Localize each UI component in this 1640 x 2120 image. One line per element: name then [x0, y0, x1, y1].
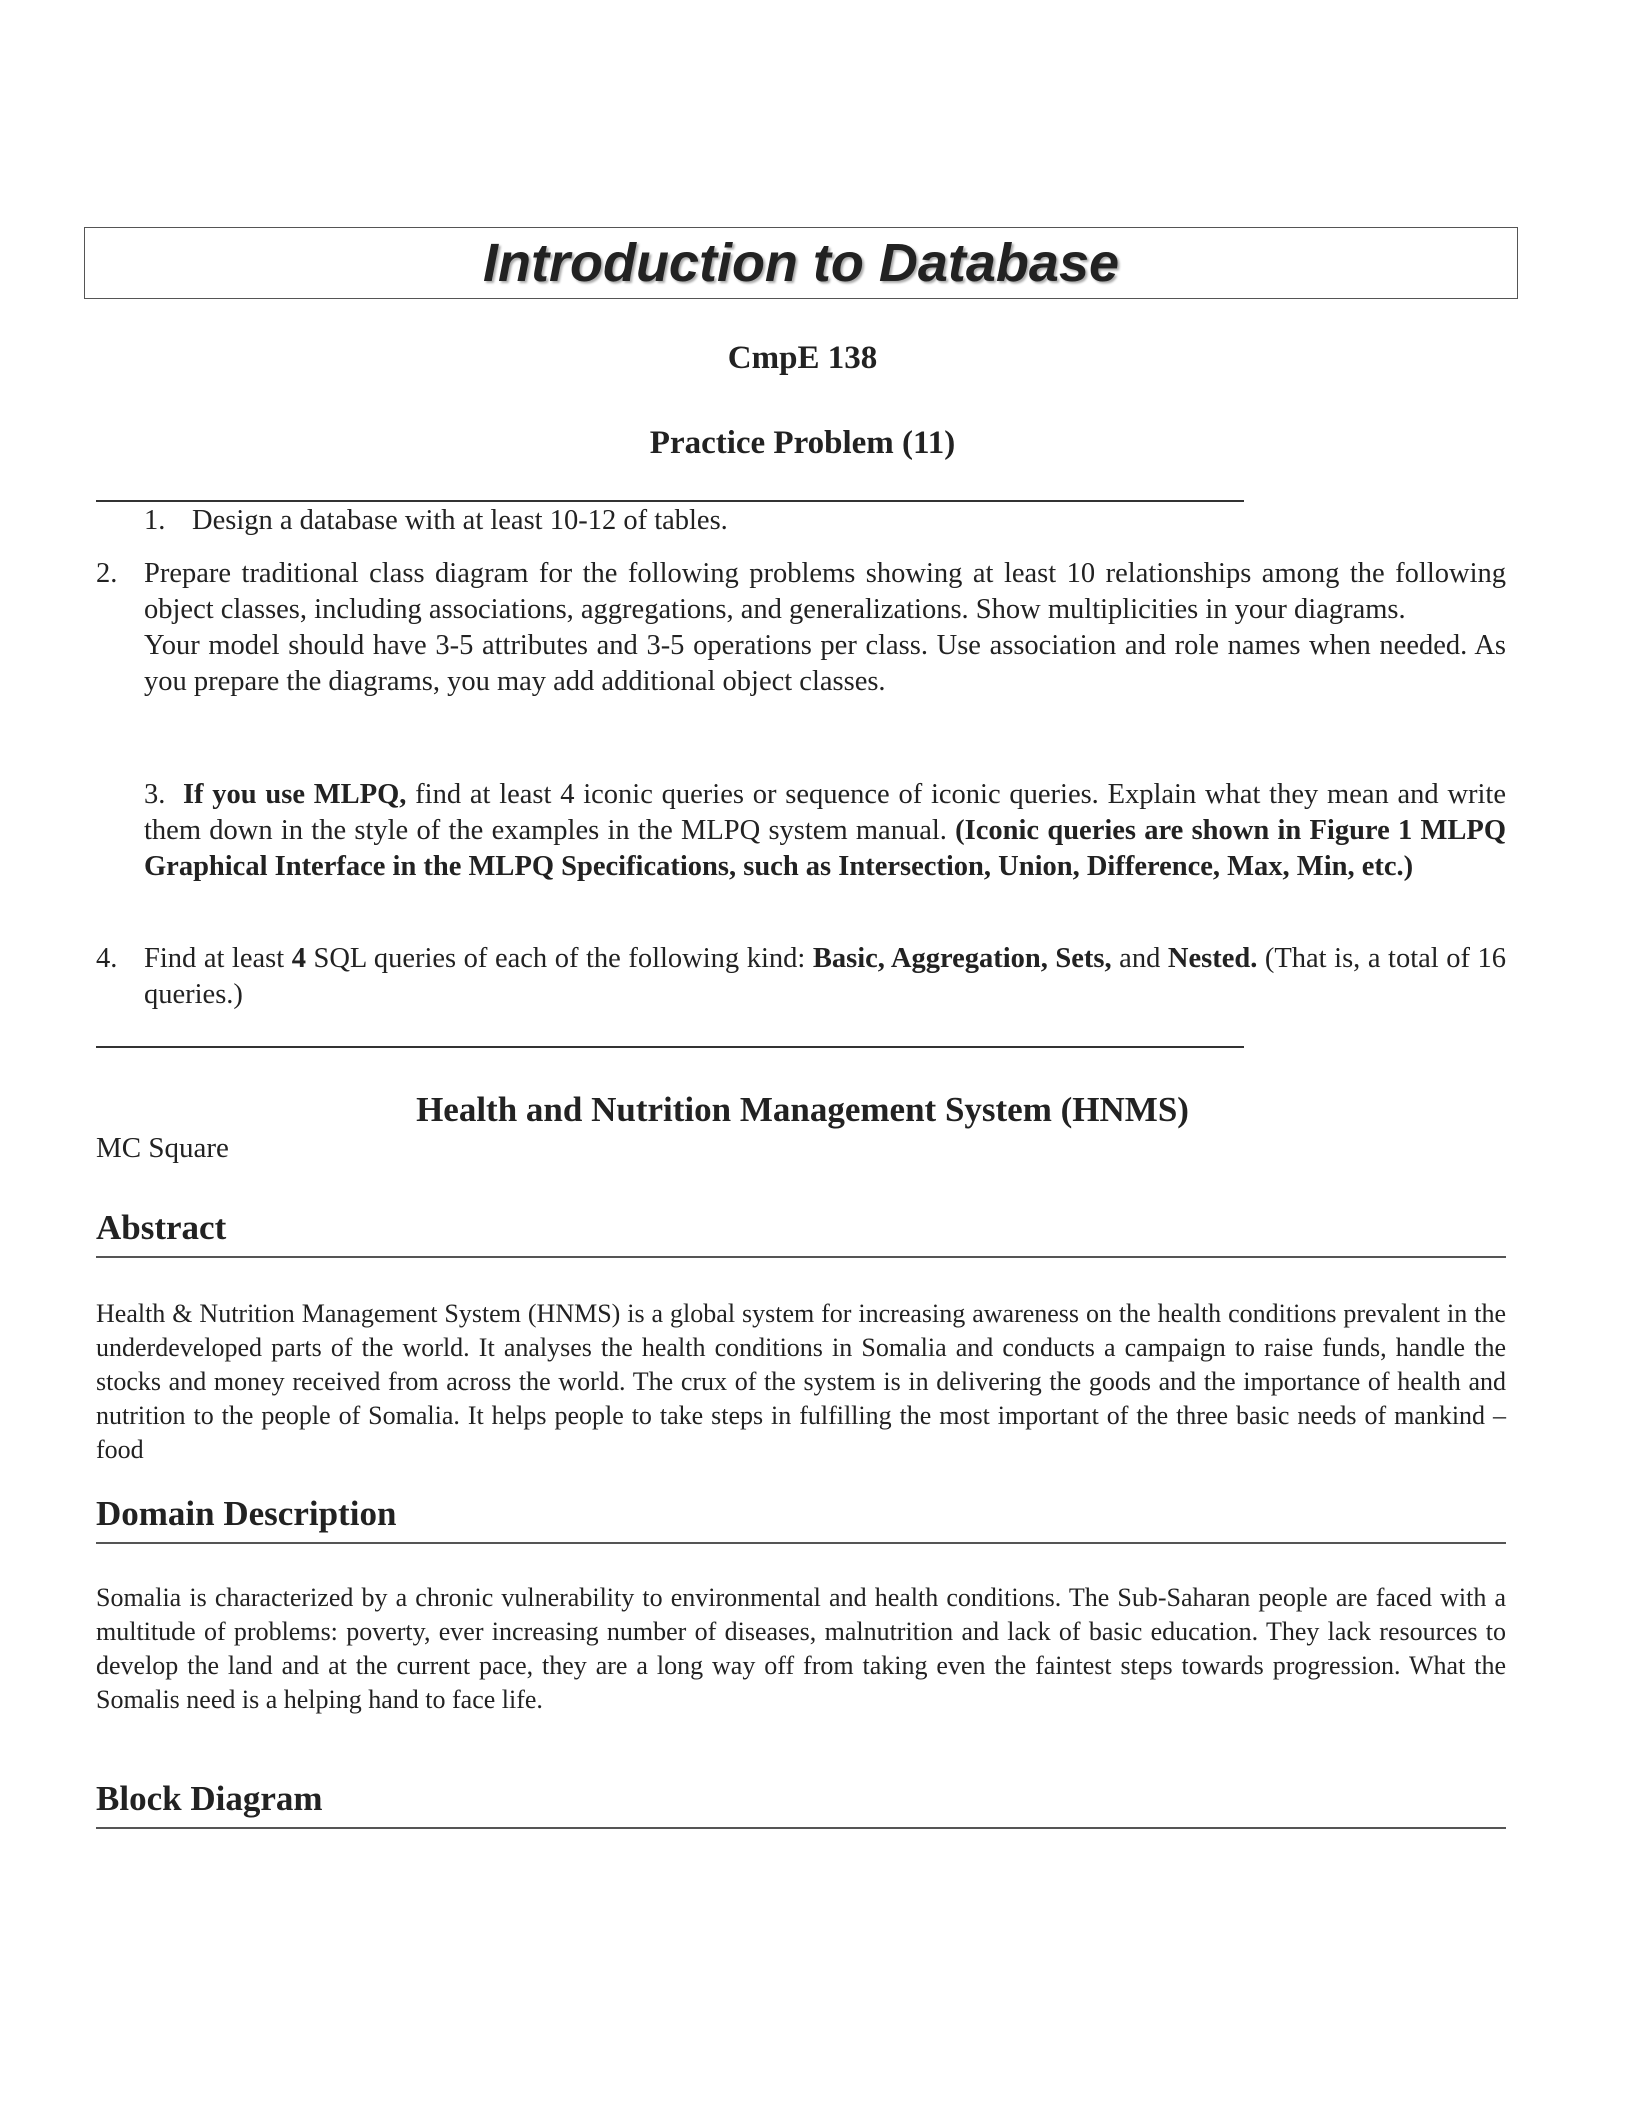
section-rule [96, 1827, 1506, 1829]
domain-description-body: Somalia is characterized by a chronic vulnerability to environmental and health conditions. The Sub-Saharan people are faced with a multitude of problems: poverty, ever increasing number of diseases, malnutrition and lack of basic education. They lack resources to develop the land and at the current pace, they are a long way off from taking even the faintest steps towards progression. What the Somalis need is a helping hand to face life. [96, 1583, 1506, 1714]
project-title: Health and Nutrition Management System (HNMS) [416, 1090, 1189, 1129]
problem-title: Practice Problem (11) [649, 425, 956, 461]
project-author: MC Square [96, 1132, 229, 1164]
question-2 [96, 556, 1506, 700]
course-code: CmpE 138 [727, 340, 878, 376]
question-text: Design a database with at least 10-12 of tables. [192, 505, 728, 536]
abstract-body: Health & Nutrition Management System (HNMS) is a global system for increasing awareness on the health conditions prevalent in the underdeveloped parts of the world. It analyses the health conditions in Somalia and conducts a campaign to raise funds, handle the stocks and money received from across the world. The crux of the system is in delivering the goods and the importance of health and nutrition to the people of Somalia. It helps people to take steps in fulfilling the most important of the three basic needs of mankind – food [96, 1299, 1506, 1464]
question-3 [144, 777, 1506, 885]
question-bold-note: (Iconic queries are shown in Figure 1 MLPQ Graphical Interface in the MLPQ Specifications, such as Intersection, Union, Difference, Max, Min, etc.) [144, 815, 1506, 882]
question-number: 1. [144, 505, 166, 536]
section-rule [96, 1542, 1506, 1544]
section-heading-abstract: Abstract [96, 1208, 227, 1247]
divider-bottom [96, 1046, 1244, 1048]
section-rule [96, 1256, 1506, 1258]
page-title: Introduction to Database [482, 233, 1120, 293]
question-text-continued: Your model should have 3-5 attributes and 3-5 operations per class. Use association and role names when needed. As you prepare the diagrams, you may add additional object classes. [144, 630, 1506, 697]
question-number: 3. [144, 779, 166, 810]
question-4 [96, 941, 1506, 1013]
section-heading-domain-description: Domain Description [96, 1494, 397, 1533]
question-text: Find at least 4 SQL queries of each of the following kind: Basic, Aggregation, Sets, and Nested. (That is, a total of 16 queries.) [144, 943, 1507, 1010]
question-number: 4. [96, 943, 118, 974]
question-number: 2. [96, 558, 118, 589]
question-bold-lead: If you use MLPQ, [182, 779, 407, 810]
question-text: find at least 4 iconic queries or sequence of iconic queries. Explain what they mean and write them down in the style of the examples in the MLPQ system manual. [144, 779, 1506, 846]
section-heading-block-diagram: Block Diagram [96, 1779, 323, 1818]
divider-top [96, 500, 1244, 502]
question-text: Prepare traditional class diagram for the following problems showing at least 10 relationships among the following object classes, including associations, aggregations, and generalizations. Show multiplicities in your diagrams. [144, 558, 1506, 625]
